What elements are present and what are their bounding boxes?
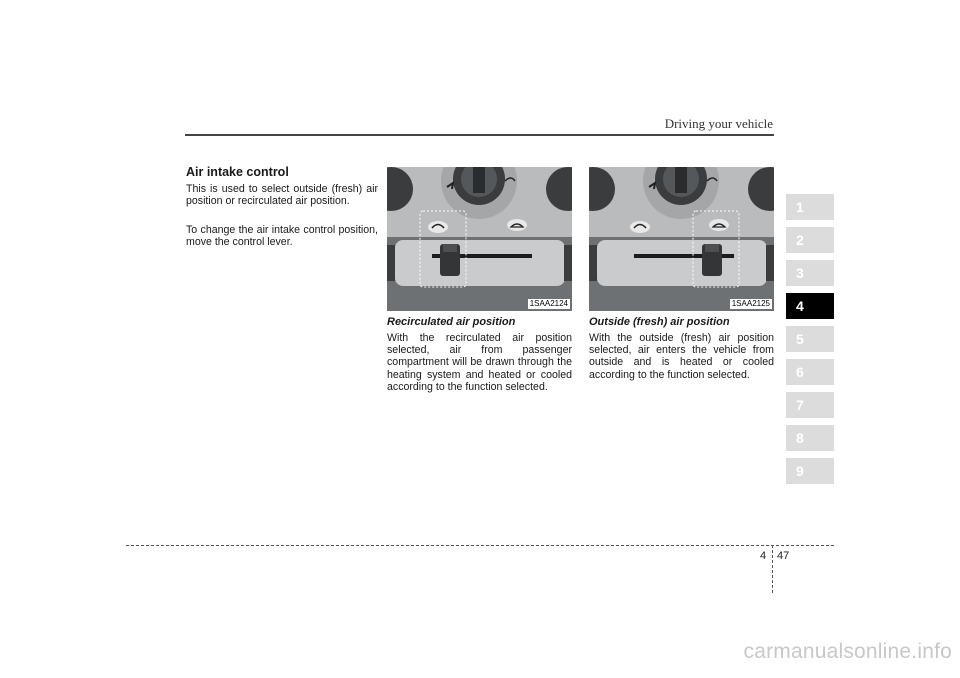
caption-text-recirculated: With the recirculated air position selected, air from passenger compartment will be drawn through the heating system and heated or cooled according to the function selected. (387, 332, 572, 393)
chapter-tab-4[interactable]: 4 (786, 293, 834, 319)
footer-divider (772, 545, 773, 593)
chapter-tab-2[interactable]: 2 (786, 227, 834, 253)
chapter-tab-3[interactable]: 3 (786, 260, 834, 286)
chapter-tab-1[interactable]: 1 (786, 194, 834, 220)
watermark: carmanualsonline.info (743, 640, 952, 663)
footer-page-number: 47 (777, 550, 790, 562)
figure-code: 1SAA2125 (731, 299, 770, 308)
footer-rule (126, 545, 834, 546)
chapter-tab-6[interactable]: 6 (786, 359, 834, 385)
body-paragraph-2: To change the air intake control position, move the control lever. (186, 224, 378, 249)
caption-text-outside: With the outside (fresh) air position selected, air enters the vehicle from outside and is heated or cooled according to the function selected. (589, 332, 774, 381)
climate-panel-illustration-2 (589, 167, 774, 311)
figure-code: 1SAA2124 (529, 299, 568, 308)
chapter-tab-5[interactable]: 5 (786, 326, 834, 352)
caption-title-outside: Outside (fresh) air position (589, 316, 730, 328)
figure-recirculated-air (387, 167, 572, 311)
body-paragraph-1: This is used to select outside (fresh) air position or recirculated air position. (186, 183, 378, 208)
running-header: Driving your vehicle (664, 116, 773, 131)
section-title: Air intake control (186, 165, 289, 179)
climate-panel-illustration-1 (387, 167, 572, 311)
chapter-tab-9[interactable]: 9 (786, 458, 834, 484)
chapter-tab-7[interactable]: 7 (786, 392, 834, 418)
footer-chapter-number: 4 (760, 550, 767, 562)
header-rule (185, 134, 774, 136)
chapter-tab-8[interactable]: 8 (786, 425, 834, 451)
figure-outside-air (589, 167, 774, 311)
caption-title-recirculated: Recirculated air position (387, 316, 516, 328)
